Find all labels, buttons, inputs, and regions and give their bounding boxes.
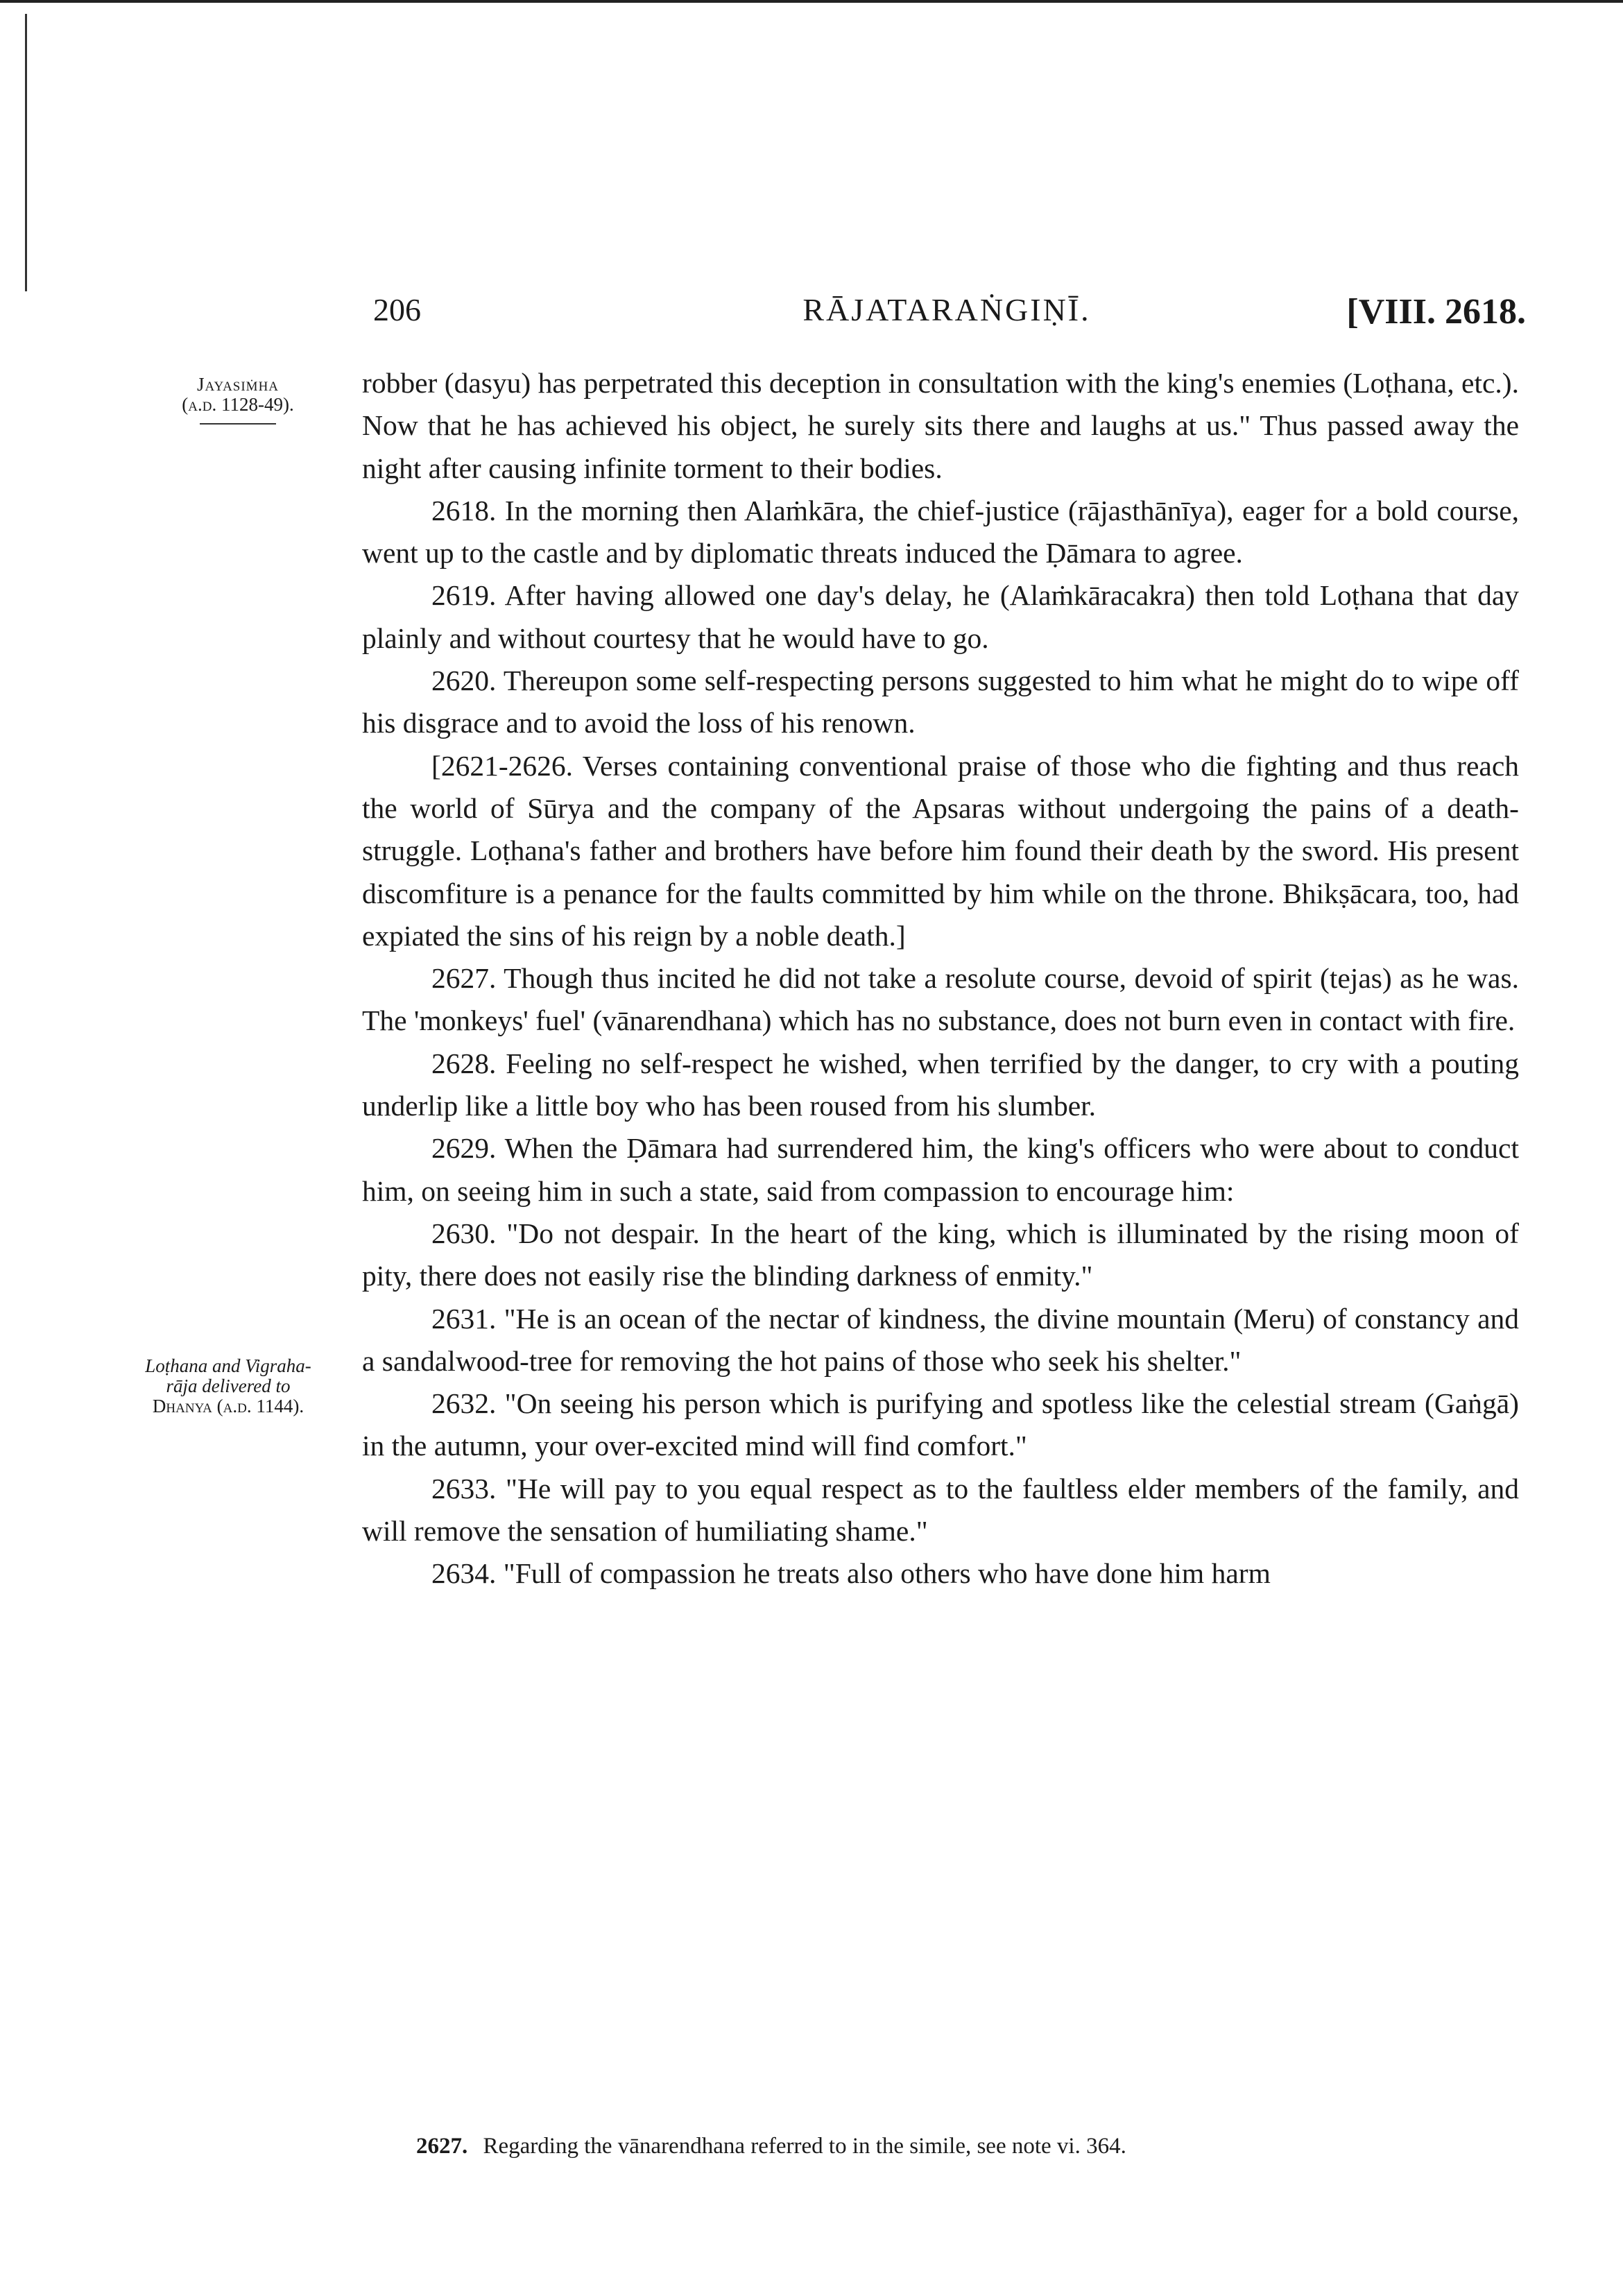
- margin-note-rule: [200, 423, 276, 425]
- running-title: RĀJATARAṄGIṆĪ.: [802, 292, 1091, 327]
- verse-2630: 2630. "Do not despair. In the heart of the king, which is illuminated by the rising moon of pity, there does not easily rise the blinding darkness of enmity.": [362, 1217, 1519, 1292]
- page-number: 206: [373, 292, 421, 327]
- page-header: [368, 291, 1526, 333]
- section-reference: [VIII. 2618.: [1346, 292, 1526, 332]
- verse-2619: 2619. After having allowed one day's delay, he (Alaṁkāracakra) then told Loṭhana that day plainly and without courtesy that he would have to go.: [362, 579, 1519, 654]
- paragraph-continuation: robber (dasyu) has perpetrated this deception in consultation with the king's enemies (Loṭhana, etc.). Now that he has achieved his object, he surely sits there and laughs at us." Thus passed away the night after causing infinite torment to their bodies.: [362, 367, 1519, 484]
- margin-note-line: Loṭhana and Vigraha-: [145, 1355, 311, 1376]
- footnote: [416, 2131, 1526, 2161]
- verse-2621-2626: [2621-2626. Verses containing conventional praise of those who die fighting and thus reach the world of Sūrya and the company of the Apsaras without undergoing the pains of a death-struggle. Loṭhana's father and brothers have before him found their death by the sword. His present discomfiture is a penance for the faults committed by him while on the throne. Bhikṣācara, too, had expiated the sins of his reign by a noble death.]: [362, 749, 1519, 952]
- verse-2632: 2632. "On seeing his person which is purifying and spotless like the celestial stream (Gaṅgā) in the autumn, your over-excited mind will find comfort.": [362, 1387, 1519, 1462]
- verse-2633: 2633. "He will pay to you equal respect as to the faultless elder members of the family, and will remove the sensation of humiliating shame.": [362, 1472, 1519, 1548]
- footnote-number: 2627.: [416, 2134, 468, 2159]
- verse-2629: 2629. When the Ḍāmara had surrendered him, the king's officers who were about to conduct him, on seeing him in such a state, said from compassion to encourage him:: [362, 1132, 1519, 1207]
- margin-note-line: Dhanya (a.d. 1144).: [152, 1396, 304, 1416]
- margin-note-delivery: [104, 1356, 352, 1416]
- main-text: [362, 362, 1519, 1595]
- margin-note-line: Jayasiṁha: [196, 374, 280, 395]
- margin-note-reign: [137, 375, 338, 425]
- verse-2620: 2620. Thereupon some self-respecting persons suggested to him what he might do to wipe off his disgrace and to avoid the loss of his renown.: [362, 665, 1519, 739]
- margin-note-line: rāja delivered to: [166, 1376, 291, 1396]
- left-edge-line: [25, 14, 27, 291]
- verse-2618: 2618. In the morning then Alaṁkāra, the chief-justice (rājasthānīya), eager for a bold course, went up to the castle and by diplomatic threats induced the Ḍāmara to agree.: [362, 494, 1519, 569]
- footnote-text: Regarding the vānarendhana referred to in the simile, see note vi. 364.: [483, 2134, 1126, 2159]
- margin-note-line: (a.d. 1128-49).: [182, 394, 294, 415]
- verse-2627: 2627. Though thus incited he did not take a resolute course, devoid of spirit (tejas) as he was. The 'monkeys' fuel' (vānarendhana) which has no substance, does not burn even in contact with fire.: [362, 962, 1519, 1037]
- verse-2628: 2628. Feeling no self-respect he wished, when terrified by the danger, to cry with a pouting underlip like a little boy who has been roused from his slumber.: [362, 1047, 1519, 1122]
- top-border-rule: [0, 0, 1623, 3]
- verse-2634: 2634. "Full of compassion he treats also others who have done him harm: [431, 1557, 1271, 1590]
- verse-2631: 2631. "He is an ocean of the nectar of kindness, the divine mountain (Meru) of constancy and a sandalwood-tree for removing the hot pains of those who seek his shelter.": [362, 1302, 1519, 1377]
